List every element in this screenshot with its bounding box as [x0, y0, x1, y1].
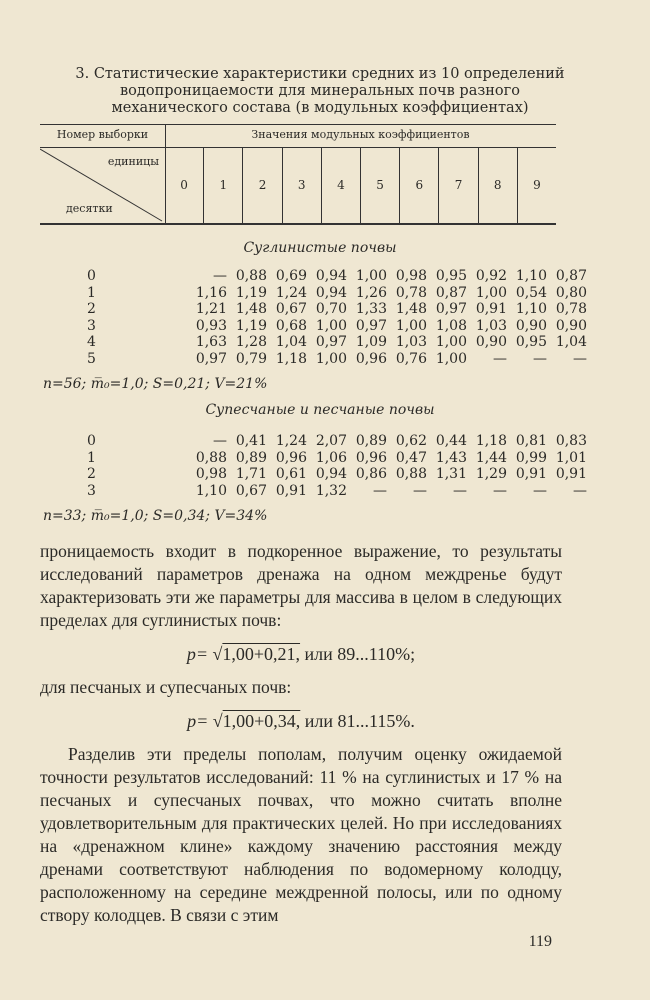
column-header: 4 [321, 147, 360, 223]
table-cell: 1,16 [195, 284, 227, 301]
table-row [70, 268, 587, 285]
table-cell: — [373, 482, 387, 499]
table-cell: — [213, 268, 227, 284]
caption-line: 3. Статистические характеристики средних из 10 определений [75, 66, 565, 82]
table-cell: 0,62 [395, 433, 427, 449]
formula-lhs: p= √ [186, 644, 223, 664]
tens-index: 1 [87, 284, 96, 301]
table-cell: 0,95 [435, 268, 467, 284]
table-row [70, 466, 587, 483]
data-rows-loam [70, 268, 587, 367]
paragraph: проницаемость входит в подкоренное выражение, то результаты исследований параметров дренажа на одном междренье будут характеризовать эти же параметры для массива в целом в следующих пределах для суглинистых почв: [40, 541, 562, 630]
table-cell: 0,96 [355, 350, 387, 367]
formula-radicand: 1,00+0,34, [222, 711, 301, 731]
column-header: 9 [517, 147, 556, 223]
table-cell: 0,97 [195, 350, 227, 367]
tens-index: 4 [87, 334, 96, 350]
column-headers [165, 147, 556, 223]
table-cell: 0,97 [435, 301, 467, 317]
table-cell: 0,87 [435, 284, 467, 301]
units-label: единицы [107, 155, 159, 168]
table-cell: — [493, 482, 507, 499]
tens-index: 2 [87, 466, 96, 482]
table-cell: 0,97 [355, 317, 387, 334]
table-cell: 0,80 [555, 284, 587, 301]
table-row [70, 433, 587, 450]
body-text [40, 540, 562, 971]
table-cell: 1,43 [435, 449, 467, 466]
caption-line: водопроницаемости для минеральных почв разного [120, 83, 520, 99]
table-cell: 1,00 [395, 317, 427, 334]
table-cell: 0,81 [515, 433, 547, 449]
table-cell: 0,88 [195, 449, 227, 466]
tens-index: 0 [87, 268, 96, 284]
table-cell: 0,76 [395, 350, 427, 367]
stats-line: n=56; m̅₀=1,0; S=0,21; V=21% [43, 376, 268, 392]
paragraph: Разделив эти пределы пополам, получим оценку ожидаемой точности результатов исследований: 11 % на суглинистых и 17 % на песчаных и супесчаных почвах, что можно считать вполне удовлетворительным для практических целей. Но при исследованиях на «дренажном клине» каждому значению расстояния между дренами соответствуют наблюдения по водомерному колодцу, расположенному на середине междренной полосы, или по одному створу колодцев. В связи с этим [40, 744, 562, 925]
table-cell: 0,90 [475, 334, 507, 350]
table-cell: 2,07 [315, 433, 347, 449]
table-cell: 1,00 [315, 317, 347, 334]
data-rows-sandy [70, 433, 587, 499]
column-header: 5 [360, 147, 399, 223]
table-cell: 0,96 [275, 449, 307, 466]
table-cell: 0,67 [275, 301, 307, 317]
table-caption [60, 66, 580, 117]
table-header [40, 124, 556, 225]
table-cell: 0,44 [435, 433, 467, 449]
table-cell: 1,08 [435, 317, 467, 334]
column-header: 0 [180, 178, 188, 192]
table-cell: 1,19 [235, 317, 267, 334]
table-cell: — [213, 433, 227, 449]
values-header: Значения модульных коэффициентов [165, 125, 556, 148]
table-cell: 0,98 [195, 466, 227, 482]
table-cell: 1,00 [355, 268, 387, 284]
table-row [70, 450, 587, 467]
table-cell: 1,01 [555, 449, 587, 466]
table-cell: 1,18 [275, 350, 307, 367]
table-cell: 0,69 [275, 268, 307, 284]
tens-index: 3 [87, 317, 96, 334]
caption-line: механического состава (в модульных коэффициентах) [111, 100, 529, 116]
table-cell: — [493, 350, 507, 367]
section-title: Супесчаные и песчаные почвы [205, 402, 435, 418]
table-cell: 0,92 [475, 268, 507, 284]
table-cell: 1,04 [555, 334, 587, 350]
table-cell: 0,90 [515, 317, 547, 334]
table-cell: 1,48 [235, 301, 267, 317]
table-cell: 0,91 [475, 301, 507, 317]
table-cell: — [573, 350, 587, 367]
table-cell: 1,63 [195, 334, 227, 350]
table-cell: — [533, 482, 547, 499]
table-cell: 1,29 [475, 466, 507, 482]
table-cell: 1,03 [475, 317, 507, 334]
tens-index: 1 [87, 449, 96, 466]
table-cell: 0,91 [555, 466, 587, 482]
table-cell: 1,24 [275, 284, 307, 301]
column-header: 3 [282, 147, 321, 223]
table-row [70, 318, 587, 335]
tens-index: 3 [87, 482, 96, 499]
table-row [70, 483, 587, 500]
formula-radicand: 1,00+0,21, [222, 644, 301, 664]
table-cell: 1,06 [315, 449, 347, 466]
table-cell: 1,21 [195, 301, 227, 317]
section-title: Суглинистые почвы [243, 240, 397, 256]
table-row [70, 334, 587, 351]
column-header: 1 [203, 147, 242, 223]
table-cell: 0,98 [395, 268, 427, 284]
formula-rest: или 89...110%; [300, 644, 416, 664]
table-cell: 1,09 [355, 334, 387, 350]
table-cell: 0,68 [275, 317, 307, 334]
table-cell: 0,86 [355, 466, 387, 482]
tens-label: десятки [66, 202, 113, 215]
table-cell: 0,88 [235, 268, 267, 284]
table-cell: 0,88 [395, 466, 427, 482]
table-cell: 0,97 [315, 334, 347, 350]
table-cell: 1,48 [395, 301, 427, 317]
table-cell: 0,41 [235, 433, 267, 449]
row-header-cell [40, 125, 166, 223]
table-cell: 1,33 [355, 301, 387, 317]
table-cell: 1,10 [195, 482, 227, 499]
column-header: 7 [438, 147, 477, 223]
table-cell: 0,96 [355, 449, 387, 466]
table-cell: 0,93 [195, 317, 227, 334]
table-cell: 0,70 [315, 301, 347, 317]
table-row [70, 301, 587, 318]
tens-index: 5 [87, 350, 96, 367]
table-cell: 0,91 [275, 482, 307, 499]
table-row [70, 351, 587, 368]
column-header: 6 [399, 147, 438, 223]
column-header: 8 [478, 147, 517, 223]
table-cell: 0,78 [555, 301, 587, 317]
tens-index: 2 [87, 301, 96, 317]
table-cell: 1,32 [315, 482, 347, 499]
table-cell: 0,47 [395, 449, 427, 466]
tens-index: 0 [87, 433, 96, 449]
table-cell: 1,10 [515, 301, 547, 317]
table-cell: 1,19 [235, 284, 267, 301]
table-cell: 0,99 [515, 449, 547, 466]
table-cell: 1,24 [275, 433, 307, 449]
table-cell: 0,89 [355, 433, 387, 449]
table-cell: 1,10 [515, 268, 547, 284]
formula [40, 709, 562, 733]
table-cell: 1,03 [395, 334, 427, 350]
table-cell: 1,44 [475, 449, 507, 466]
table-cell: 1,31 [435, 466, 467, 482]
paragraph: для песчаных и супесчаных почв: [40, 677, 292, 697]
table-cell: — [413, 482, 427, 499]
table-cell: 1,28 [235, 334, 267, 350]
table-cell: — [533, 350, 547, 367]
table-cell: 0,94 [315, 284, 347, 301]
table-row [70, 285, 587, 302]
table-cell: — [573, 482, 587, 499]
table-cell: 0,83 [555, 433, 587, 449]
table-cell: 1,18 [475, 433, 507, 449]
formula-lhs: p= √ [187, 711, 223, 731]
table-cell: 0,54 [515, 284, 547, 301]
table-cell: 0,87 [555, 268, 587, 284]
table-cell: 0,94 [315, 466, 347, 482]
table-cell: 1,00 [435, 334, 467, 350]
sample-number-label: Номер выборки [40, 125, 165, 148]
table-cell: 0,79 [235, 350, 267, 367]
formula [40, 642, 562, 666]
table-cell: 0,94 [315, 268, 347, 284]
table-cell: 0,67 [235, 482, 267, 499]
table-cell: 0,61 [275, 466, 307, 482]
formula-rest: или 81...115%. [300, 711, 415, 731]
table-cell: 1,00 [435, 350, 467, 367]
table-cell: 0,78 [395, 284, 427, 301]
table-cell: 0,89 [235, 449, 267, 466]
table-cell: 0,90 [555, 317, 587, 334]
table-cell: 1,26 [355, 284, 387, 301]
table-cell: 1,04 [275, 334, 307, 350]
stats-line: n=33; m̅₀=1,0; S=0,34; V=34% [43, 508, 268, 524]
table-cell: 0,91 [515, 466, 547, 482]
column-header: 2 [242, 147, 281, 223]
table-cell: 1,00 [475, 284, 507, 301]
table-cell: 1,71 [235, 466, 267, 482]
table-cell: 1,00 [315, 350, 347, 367]
table-cell: — [453, 482, 467, 499]
table-cell: 0,95 [515, 334, 547, 350]
page-number: 119 [528, 933, 552, 950]
